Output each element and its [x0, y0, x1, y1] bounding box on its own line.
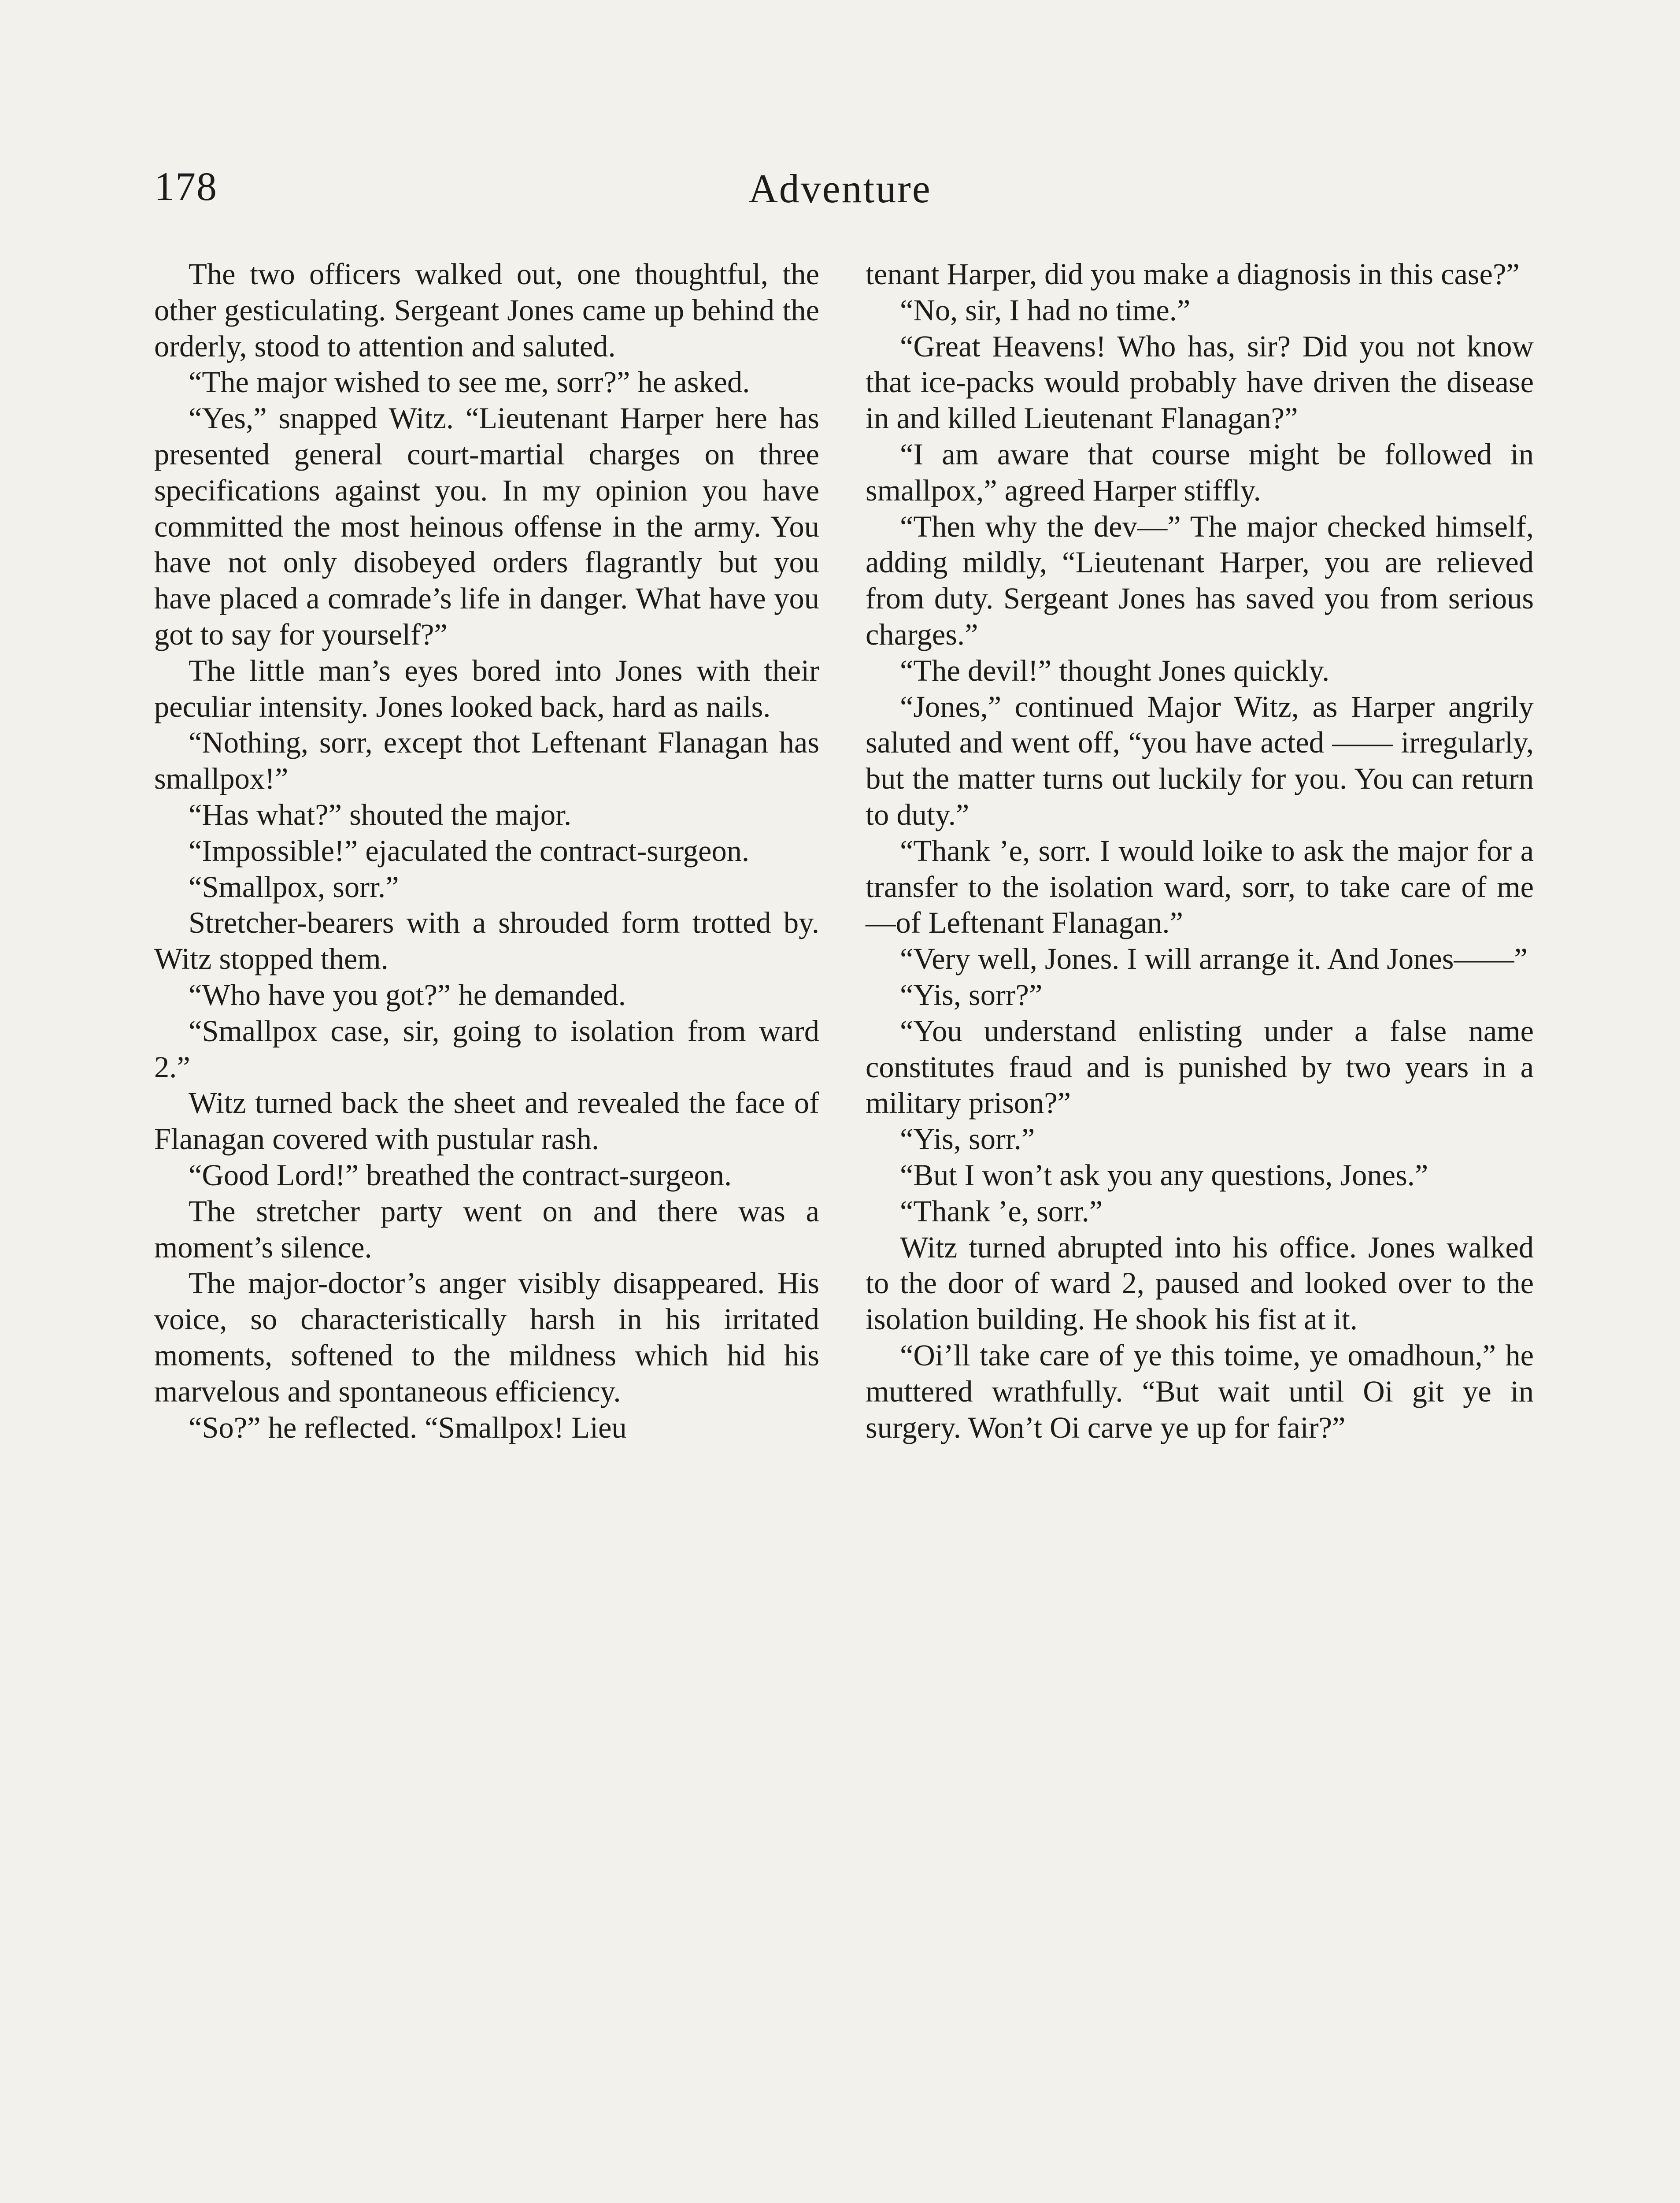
running-head: Adventure: [748, 166, 932, 211]
paragraph: “Thank ’e, sorr. I would loike to ask the major for a transfer to the isolation ward, sorr, to take care of me—of Leftenant Flanagan.”: [866, 834, 1534, 940]
paragraph: “Smallpox case, sir, going to isolation from ward 2.”: [154, 1014, 819, 1084]
paragraph: “Nothing, sorr, except thot Leftenant Flanagan has smallpox!”: [154, 726, 819, 796]
paragraph: The stretcher party went on and there was a moment’s silence.: [154, 1194, 819, 1264]
right-column: [866, 256, 1534, 1446]
paragraph: “No, sir, I had no time.”: [900, 293, 1191, 327]
paragraph: “Good Lord!” breathed the contract-surgeon.: [189, 1158, 732, 1192]
paragraph: “Very well, Jones. I will arrange it. And Jones——”: [900, 942, 1528, 976]
paragraph: “Yis, sorr.”: [900, 1122, 1035, 1156]
paragraph: Witz turned back the sheet and revealed the face of Flanagan covered with pustular rash.: [154, 1086, 819, 1156]
paragraph: “Then why the dev—” The major checked himself, adding mildly, “Lieutenant Harper, you are relieved from duty. Sergeant Jones has saved you from serious charges.”: [866, 509, 1534, 651]
paragraph: “The major wished to see me, sorr?” he asked.: [189, 365, 750, 399]
paragraph: “Impossible!” ejaculated the contract-surgeon.: [189, 834, 750, 868]
paragraph: “Has what?” shouted the major.: [189, 797, 572, 831]
paragraph: The two officers walked out, one thoughtful, the other gesticulating. Sergeant Jones came up behind the orderly, stood to attention and saluted.: [154, 257, 819, 363]
paragraph: The major-doctor’s anger visibly disappeared. His voice, so characteristically harsh in his irritated moments, softened to the mildness which hid his marvelous and spontaneous efficiency.: [154, 1266, 819, 1408]
paragraph: “But I won’t ask you any questions, Jones.”: [900, 1158, 1428, 1192]
paragraph: “Oi’ll take care of ye this toime, ye omadhoun,” he muttered wrathfully. “But wait until Oi git ye in surgery. Won’t Oi carve ye up for fair?”: [866, 1338, 1534, 1444]
paragraph: The little man’s eyes bored into Jones with their peculiar intensity. Jones looked back, hard as nails.: [154, 653, 819, 723]
paragraph: “Thank ’e, sorr.”: [900, 1194, 1103, 1228]
paragraph: “I am aware that course might be followed in smallpox,” agreed Harper stiffly.: [866, 437, 1534, 507]
paragraph: Witz turned abrupted into his office. Jones walked to the door of ward 2, paused and looked over to the isolation building. He shook his fist at it.: [866, 1230, 1534, 1336]
page-number: 178: [154, 164, 218, 209]
paragraph: “You understand enlisting under a false name constitutes fraud and is punished by two years in a military prison?”: [866, 1014, 1534, 1120]
paragraph: “Yes,” snapped Witz. “Lieutenant Harper here has presented general court-martial charges on three specifications against you. In my opinion you have committed the most heinous offense in the army. You have not only disobeyed orders flagrantly but you have placed a comrade’s life in danger. What have you got to say for yourself?”: [154, 401, 819, 651]
left-column: [154, 256, 819, 1446]
paragraph-continuation: tenant Harper, did you make a diagnosis in this case?”: [866, 257, 1520, 291]
paragraph: “Smallpox, sorr.”: [189, 870, 399, 904]
paragraph: “Who have you got?” he demanded.: [189, 978, 626, 1012]
paragraph: Stretcher-bearers with a shrouded form trotted by. Witz stopped them.: [154, 906, 819, 976]
paragraph: “So?” he reflected. “Smallpox! Lieu: [189, 1410, 627, 1444]
paragraph: “Jones,” continued Major Witz, as Harper angrily saluted and went off, “you have acted —— irregularly, but the matter turns out luckily for you. You can return to duty.”: [866, 690, 1534, 831]
paragraph: “Yis, sorr?”: [900, 978, 1043, 1012]
paragraph: “The devil!” thought Jones quickly.: [900, 653, 1330, 687]
paragraph: “Great Heavens! Who has, sir? Did you not know that ice-packs would probably have driven the disease in and killed Lieutenant Flanagan?”: [866, 329, 1534, 435]
